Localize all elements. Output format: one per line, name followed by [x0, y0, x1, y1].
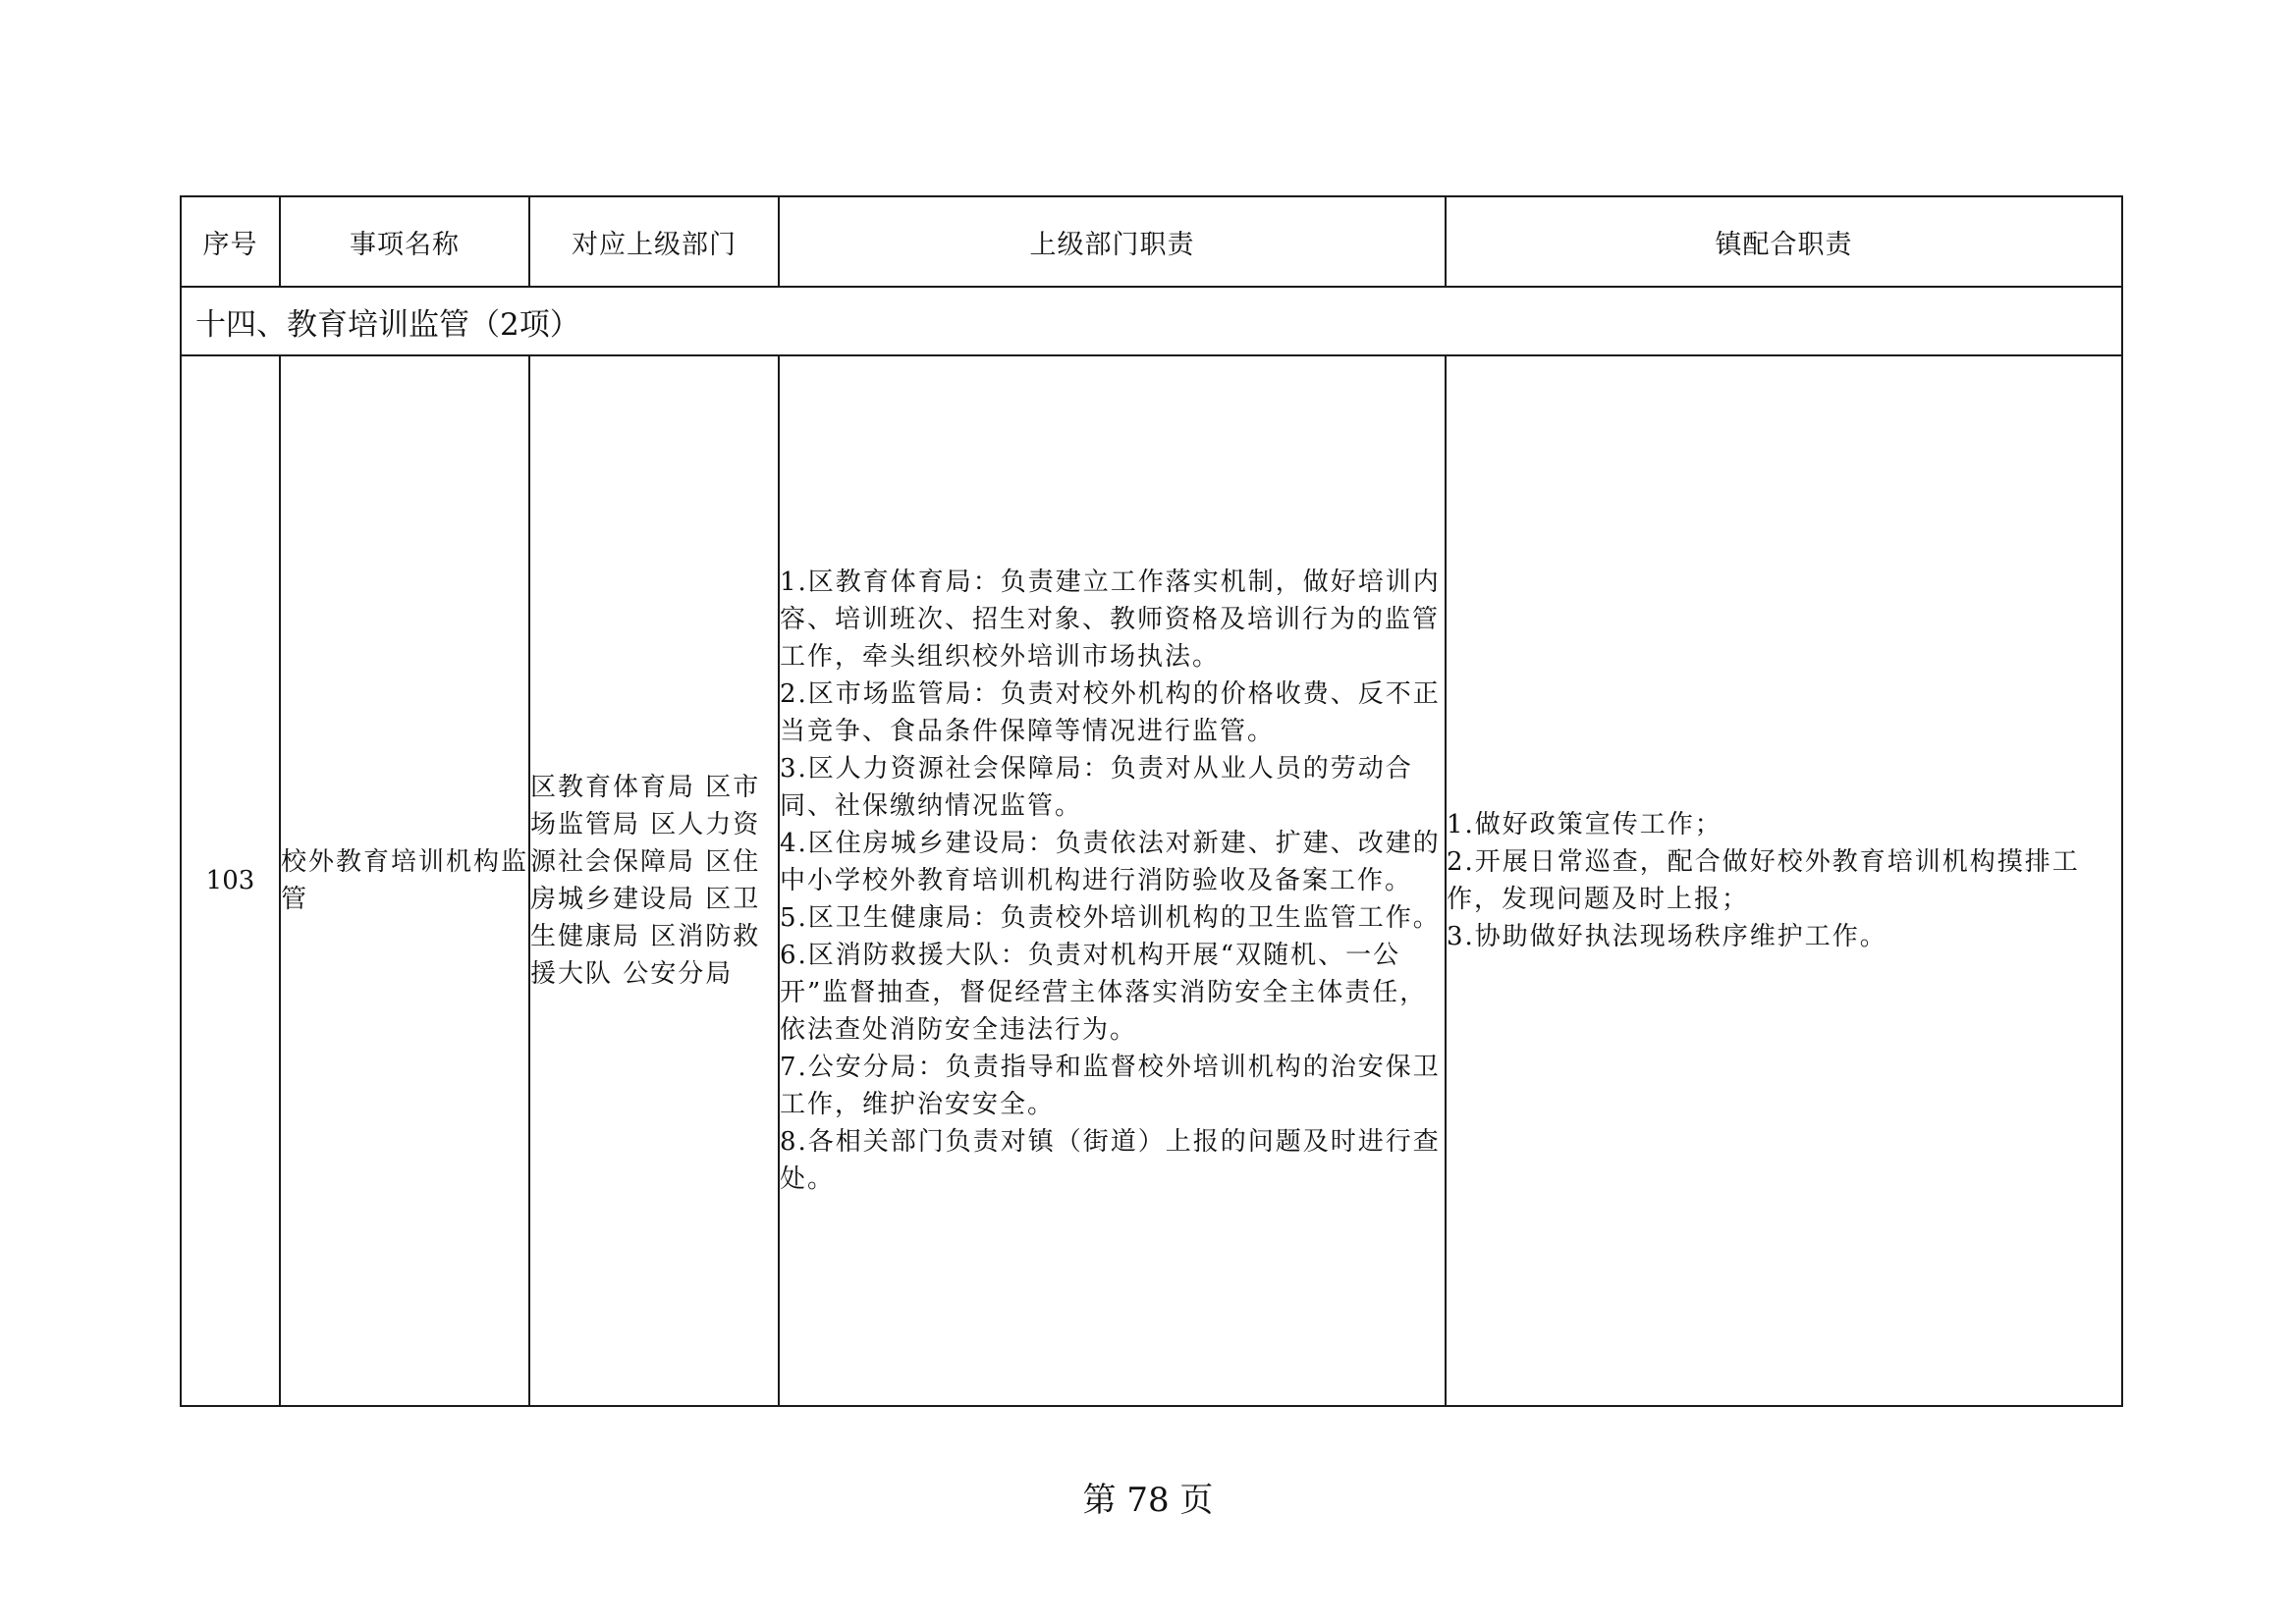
- row-item-name: 校外教育培训机构监管: [280, 355, 529, 1406]
- superior-duty-item: 3.区人力资源社会保障局：负责对从业人员的劳动合同、社保缴纳情况监管。: [780, 754, 1413, 821]
- superior-duty-item: 2.区市场监管局：负责对校外机构的价格收费、反不正当竞争、食品条件保障等情况进行监管。: [780, 679, 1441, 746]
- superior-duty-item: 6.区消防救援大队：负责对机构开展“双随机、一公开”监督抽查，督促经营主体落实消防安全主体责任，依法查处消防安全违法行为。: [780, 941, 1428, 1045]
- town-duty-item: 2.开展日常巡查，配合做好校外教育培训机构摸排工作，发现问题及时上报；: [1447, 847, 2080, 914]
- duties-table: [180, 195, 2123, 1407]
- town-duty-item: 3.协助做好执法现场秩序维护工作。: [1447, 922, 1887, 951]
- town-duty-item: 1.做好政策宣传工作；: [1447, 810, 1722, 839]
- section-row: [181, 287, 2122, 355]
- superior-duty-item: 5.区卫生健康局：负责校外培训机构的卫生监管工作。: [780, 903, 1441, 933]
- row-town-duties: [1446, 355, 2122, 1406]
- header-departments: 对应上级部门: [529, 196, 779, 287]
- superior-duty-item: 8.各相关部门负责对镇（街道）上报的问题及时进行查处。: [780, 1127, 1441, 1194]
- page-number: 第 78 页: [1082, 1481, 1214, 1520]
- table-row: [181, 355, 2122, 1406]
- superior-duty-item: 1.区教育体育局：负责建立工作落实机制，做好培训内容、培训班次、招生对象、教师资格及培训行为的监管工作，牵头组织校外培训市场执法。: [780, 568, 1441, 672]
- superior-duty-item: 4.区住房城乡建设局：负责依法对新建、扩建、改建的中小学校外教育培训机构进行消防验收及备案工作。: [780, 829, 1441, 895]
- table-header-row: [181, 196, 2122, 287]
- row-index: 103: [181, 355, 280, 1406]
- header-town-duties: 镇配合职责: [1446, 196, 2122, 287]
- superior-duty-item: 7.公安分局：负责指导和监督校外培训机构的治安保卫工作，维护治安安全。: [780, 1053, 1441, 1119]
- header-superior-duties: 上级部门职责: [779, 196, 1446, 287]
- header-item-name: 事项名称: [280, 196, 529, 287]
- row-superior-duties: [779, 355, 1446, 1406]
- header-index: 序号: [181, 196, 280, 287]
- row-departments: 区教育体育局 区市场监管局 区人力资源社会保障局 区住房城乡建设局 区卫生健康局 区消防救援大队 公安分局: [529, 355, 779, 1406]
- section-title: 十四、教育培训监管（2项）: [181, 287, 2122, 355]
